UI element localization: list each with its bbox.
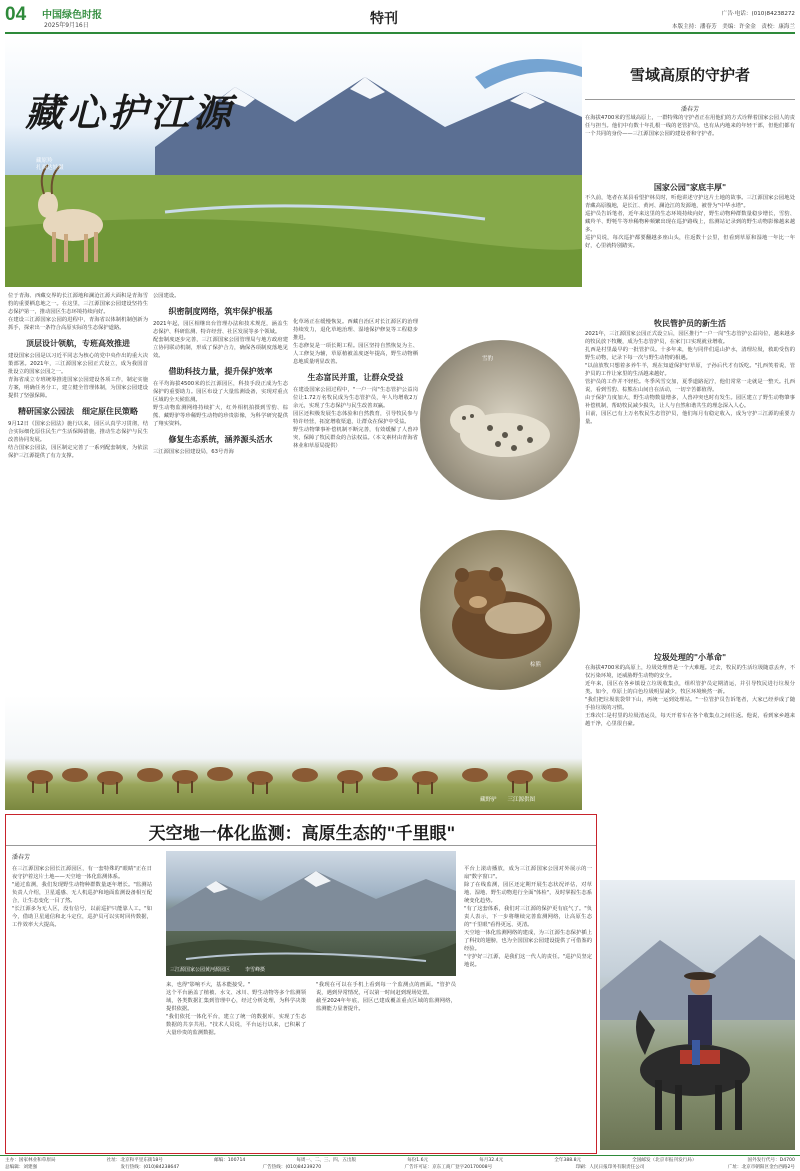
- main-heading: 顶层设计领航，专班高效推进: [26, 339, 130, 348]
- main-col-1: [8, 292, 148, 460]
- feature-paragraph: "以前放牧只想着多养牛羊，现在知道保护好草原，子孙后代才有饭吃。"扎西笑着说，管护员的工作让家里的生活越来越好。: [585, 363, 795, 377]
- footer-item: 广址：北京市朝阳区金台西路2号: [727, 1165, 795, 1170]
- feature-paragraph: "我们把垃圾装袋带下山，再统一运到处理站。"一位管护员告诉笔者，大家已经养成了随手捡垃圾的习惯。: [585, 697, 795, 711]
- main-heading: 生态富民并重，让群众受益: [307, 373, 404, 382]
- main-heading: 精研国家公园法 细定原住民策略: [18, 407, 138, 416]
- footer-item: 全年388.8元: [554, 1158, 582, 1163]
- footer-item: 社址：北京和平里东街18号: [106, 1158, 163, 1163]
- main-heading: 借助科技力量，提升保护效率: [168, 367, 273, 376]
- feature-heading-3: 垃圾处理的"小革命": [653, 653, 727, 662]
- herd-photo: [5, 695, 582, 810]
- header-rule: [5, 32, 795, 34]
- bear-icon: [420, 530, 580, 690]
- main-paragraph: 园区还积极发展生态体验和自然教育，引导牧民参与特许经营，拓宽增收渠道，让群众在保护中受益。: [293, 411, 418, 425]
- aerial-landscape-illustration: [166, 851, 456, 976]
- monitoring-photo: [166, 851, 456, 976]
- monitoring-rule: [6, 845, 596, 846]
- monitoring-title: 天空地一体化监测：高原生态的"千里眼": [148, 824, 456, 844]
- issue-date: 2025年9月16日: [44, 22, 89, 29]
- feature-section-1: [585, 194, 795, 250]
- main-paragraph: 在建设三江源国家公园的进程中，青海省以体制机制创新为抓手，探索出一条符合高原实际的生态保护道路。: [8, 317, 148, 331]
- main-paragraph: 野生动物肇事补偿机制不断完善，有效缓解了人兽冲突，保障了牧民群众的合法权益。（本文素材由青海省林业和草原局提供）: [293, 427, 418, 449]
- footer-item: 每周一、二、三、四、五出版: [296, 1158, 357, 1163]
- monitoring-paragraph: "通过监测，我们发现野生动物种群数量逐年增长。"监测站负责人介绍，卫星遥感、无人机巡护和地面监测设备相互配合，让生态变化一目了然。: [12, 882, 152, 904]
- main-paragraph: 青海省成立专班统筹推进国家公园建设各项工作，制定实施方案，明确任务分工，建立健全管理体制，为国家公园建设提供了坚强保障。: [8, 377, 148, 399]
- main-paragraph: 配套制度逐步完善，三江源国家公园管理局与地方政府建立协同联动机制，形成了保护合力，确保各项制度落地见效。: [153, 337, 288, 359]
- feature-paragraph: 2021年，三江源国家公园正式设立后，园区推行"一户一岗"生态管护公益岗位，越来越多的牧民放下牧鞭，成为生态管护员，在家门口实现就业增收。: [585, 331, 795, 345]
- editors-line: 本版主持：潘春芳 美编：许金金 责校：康海兰: [671, 24, 795, 30]
- monitoring-col-4: [464, 865, 592, 969]
- rider-photo: [600, 880, 795, 1150]
- main-col-2: [153, 292, 288, 456]
- feature-paragraph: 不久前，笔者在某县看望护林员时，听他讲述守护这片土地的故事。三江源国家公园地处青藏高原腹地，是长江、黄河、澜沧江的发源地，被誉为"中华水塔"。: [585, 195, 795, 209]
- bear-caption: 棕熊: [530, 662, 542, 668]
- landscape-caption: 三江源国家公园长江源园区 彭建生摄: [484, 319, 580, 325]
- monitoring-paragraph: "我现在可以在手机上看到每一个监测点的画面。"管护员说，遇到异常情况，可以第一时间赶到现场处置。: [316, 982, 456, 996]
- main-paragraph: 生态修复是一项长期工程。园区坚持自然恢复为主、人工修复为辅，草原植被盖度逐年提高，野生动物栖息地质量明显改善。: [293, 343, 418, 365]
- feature-heading-2: 牧民管护员的新生活: [654, 319, 726, 328]
- ad-phone: 广告·电话：(010)84238272: [721, 11, 795, 17]
- main-paragraph: 在平均海拔4500米的长江源园区，科技手段正成为生态保护的重要助力。园区布设了大量监测设备，实现对重点区域的全天候监测。: [153, 381, 288, 403]
- main-paragraph: 建设国家公园是以习近平同志为核心的党中央作出的重大决策部署。2021年，三江源国家公园正式设立，成为我国首批设立的国家公园之一。: [8, 353, 148, 375]
- feature-paragraph: 王珠次仁是村里的垃圾清运员，每天开着车在各个收集点之间往返。他说，看到家乡越来越干净，心里很自豪。: [585, 713, 795, 727]
- feature-paragraph: 近年来，园区在各乡镇设立垃圾收集点，组织管护员定期清运，并引导牧民进行垃圾分类。如今，草原上的白色垃圾明显减少，牧区环境焕然一新。: [585, 681, 795, 695]
- footer-row-1: [5, 1157, 795, 1163]
- footer-item: 总编辑：刘建强: [5, 1165, 38, 1170]
- monitoring-paragraph: "我们依托一体化平台，建立了统一的数据库，实现了生态数据的共享共用。"技术人员说，平台运行以来，已积累了大量珍贵的监测数据。: [166, 1014, 306, 1036]
- feature-lead: 在海拔4700米的雪域高原上，一群特殊的守护者正在用他们的方式诠释着国家公园人的责任与担当。他们中有数十年扎根一线的老管护员，也有从内地来的年轻干部，但他们都有一个共同的身份——三江源国家公园的建设者和守护者。: [585, 115, 795, 137]
- footer-item: 全国邮发（北京市报刊发行局）: [632, 1158, 697, 1163]
- main-paragraph: 2021年起，园区相继出台管理办法和技术规范，涵盖生态保护、科研监测、特许经营、社区发展等多个领域。: [153, 321, 288, 335]
- footer-item: 国外发行代号：D4700: [747, 1158, 795, 1163]
- feature-author: 潘春芳: [680, 106, 699, 113]
- feature-paragraph: 巡护员告诉笔者，近年来这里的生态环境持续向好，野生动物种群数量稳步增长，雪豹、藏羚羊、野牦牛等珍稀物种频繁出现在巡护路线上，监测站记录到的野生动物影像越来越多。: [585, 211, 795, 233]
- footer-item: 主办：国家林业和草原局: [5, 1158, 56, 1163]
- snow-leopard-photo: [420, 340, 580, 500]
- monitoring-paragraph: 来，也得"影响不大，基本能接受。": [166, 982, 251, 988]
- main-paragraph: 在建设国家公园过程中，"一户一岗"生态管护公益岗位让1.72万名牧民成为生态管护员，年人均增收2万余元，实现了生态保护与民生改善双赢。: [293, 387, 418, 409]
- feature-paragraph: 扎西是村里最早的一批管护员。十多年来，他与同伴们巡山护水，清理垃圾，救助受伤的野生动物，记录下每一次与野生动物的相遇。: [585, 347, 795, 361]
- feature-paragraph: 管护员的工作并不轻松。冬季风雪交加，夏季道路泥泞，他们常常一走就是一整天。扎西说，看到雪豹、棕熊在山间自在活动，一切辛苦都值得。: [585, 379, 795, 393]
- footer-item: 印刷：人民日报印务有限责任公司: [575, 1165, 645, 1170]
- monitoring-paragraph: "有了这套体系，我们对三江源的保护更有底气了。"负责人表示，下一步将继续完善监测网络，让高原生态的"千里眼"看得更远、更清。: [464, 906, 592, 928]
- monitoring-paragraph: 这个平台涵盖了植被、水文、冰川、野生动物等多个监测领域，各类数据汇集到管理中心，经过分析处理，为科学决策提供依据。: [166, 990, 306, 1012]
- main-paragraph: 公园建设。: [153, 293, 180, 299]
- main-paragraph: 化草场正在缓慢恢复。西藏自治区对长江源区的治理持续发力，退化草地治理、湿地保护修复等工程稳步推进。: [293, 319, 418, 341]
- feature-section-3: [585, 664, 795, 728]
- feature-paragraph: 巡护员说，每次巡护都要翻越多座山头，往返数十公里，但看到草原和湿地一年比一年好，心里就特别踏实。: [585, 235, 795, 249]
- snow-leopard-caption: 雪豹: [482, 356, 494, 362]
- antelope-icon: [8, 150, 128, 270]
- monitoring-paragraph: "守护好三江源，是我们这一代人的责任。"巡护员坚定地说。: [464, 954, 592, 968]
- paper-name: 中国绿色时报: [42, 10, 102, 21]
- feature-title: 雪域高原的守护者: [629, 66, 750, 84]
- footer-item: 邮编：100714: [213, 1158, 246, 1163]
- main-heading: 修复生态系统，涵养源头活水: [168, 435, 273, 444]
- antelope-caption: 藏原羚 扎西达娃摄: [36, 158, 64, 171]
- footer-item: 发行热线：(010)84238647: [120, 1165, 180, 1170]
- monitoring-paragraph: 平台上滚动播放，成为三江源国家公园对外展示的一扇"数字窗口"。: [464, 866, 592, 880]
- main-heading: 织密制度网络，筑牢保护根基: [168, 307, 273, 316]
- footer-item: 广告热线：(010)84239270: [262, 1165, 322, 1170]
- monitoring-paragraph: 除了在线监测，园区还定期开展生态状况评估，对草地、湿地、野生动物进行全面"体检"，及时掌握生态系统变化趋势。: [464, 882, 592, 904]
- footer-item: 广告许可证：京东工商广登字20170008号: [404, 1165, 493, 1170]
- footer-item: 每份1.6元: [407, 1158, 429, 1163]
- herd-illustration: [5, 695, 582, 810]
- feature-header: [585, 60, 795, 100]
- feature-heading-1: 国家公园"家底丰厚": [653, 183, 727, 192]
- feature-paragraph: 由于保护力度加大，野生动物数量增多，人兽冲突也时有发生。园区建立了野生动物肇事补偿机制，帮助牧民减少损失，让人与自然和谐共生的理念深入人心。: [585, 395, 795, 409]
- footer-item: 每月32.4元: [479, 1158, 504, 1163]
- section-name: 特刊: [370, 11, 398, 27]
- rider-on-horse-illustration: [600, 880, 795, 1150]
- main-paragraph: 位于青海、西藏交界的长江源地和澜沧江源大面积是青海雪豹的重要栖息地之一。在这里，三江源国家公园建设坚持生态保护第一，推动园区生态环境持续向好。: [8, 293, 148, 315]
- monitoring-author: 潘春芳: [12, 854, 31, 861]
- monitoring-col-3: [316, 981, 456, 1013]
- monitoring-photo-caption: 三江源国家公园黄河源园区 李雪峰摄: [170, 967, 266, 973]
- main-paragraph: 三江源国家公园建设局，63号青海: [153, 449, 234, 455]
- monitoring-paragraph: 在三江源国家公园长江源园区，有一套特殊的"眼睛"正在日夜守护着这片土地——天空地一体化监测体系。: [12, 866, 152, 880]
- antelope-inset: [8, 150, 128, 270]
- brown-bear-photo: [420, 530, 580, 690]
- monitoring-col-2: [166, 981, 306, 1037]
- main-col-3: [293, 318, 418, 450]
- hero-title: 藏心护江源: [25, 90, 236, 135]
- main-paragraph: 结合国家公园法，园区制定完善了一系列配套制度，为依法保护三江源提供了有力支撑。: [8, 445, 148, 459]
- monitoring-box: [5, 814, 597, 1154]
- monitoring-paragraph: 天空地一体化监测网络的建成，为三江源生态保护插上了科技的翅膀，也为全国国家公园建设提供了可借鉴的经验。: [464, 930, 592, 952]
- herd-caption: 藏野驴 三江源供图: [480, 797, 536, 803]
- main-paragraph: 9月12日《国家公园法》施行以来，园区认真学习贯彻，结合实际细化原住民生产生活保障措施，推动生态保护与民生改善协同发展。: [8, 421, 148, 443]
- snow-leopard-icon: [420, 340, 580, 500]
- feature-paragraph: 在海拔4700米的高原上，垃圾处理曾是一个大难题。过去，牧民的生活垃圾随意丢弃，不仅污染环境，还威胁野生动物的安全。: [585, 665, 795, 679]
- monitoring-col-1: [12, 865, 152, 929]
- page-number: 04: [5, 4, 27, 25]
- footer: [0, 1155, 800, 1171]
- main-paragraph: 野生动物监测网络持续扩大，红外相机拍摄到雪豹、棕熊、藏野驴等珍稀野生动物的珍贵影像，为科学研究提供了翔实资料。: [153, 405, 288, 427]
- masthead: [0, 0, 800, 36]
- feature-section-2: [585, 330, 795, 426]
- footer-row-2: [5, 1164, 795, 1170]
- monitoring-paragraph: 截至2024年年底，园区已建成覆盖重点区域的监测网络，监测能力显著提升。: [316, 998, 456, 1012]
- monitoring-paragraph: "长江源多为无人区，没有信号，以前巡护只能靠人工。"如今，借助卫星通信和北斗定位，巡护员可以实时回传数据，工作效率大大提高。: [12, 906, 152, 928]
- feature-paragraph: 目前，园区已有上万名牧民生态管护员，他们每月有稳定收入，成为守护三江源的重要力量。: [585, 411, 795, 425]
